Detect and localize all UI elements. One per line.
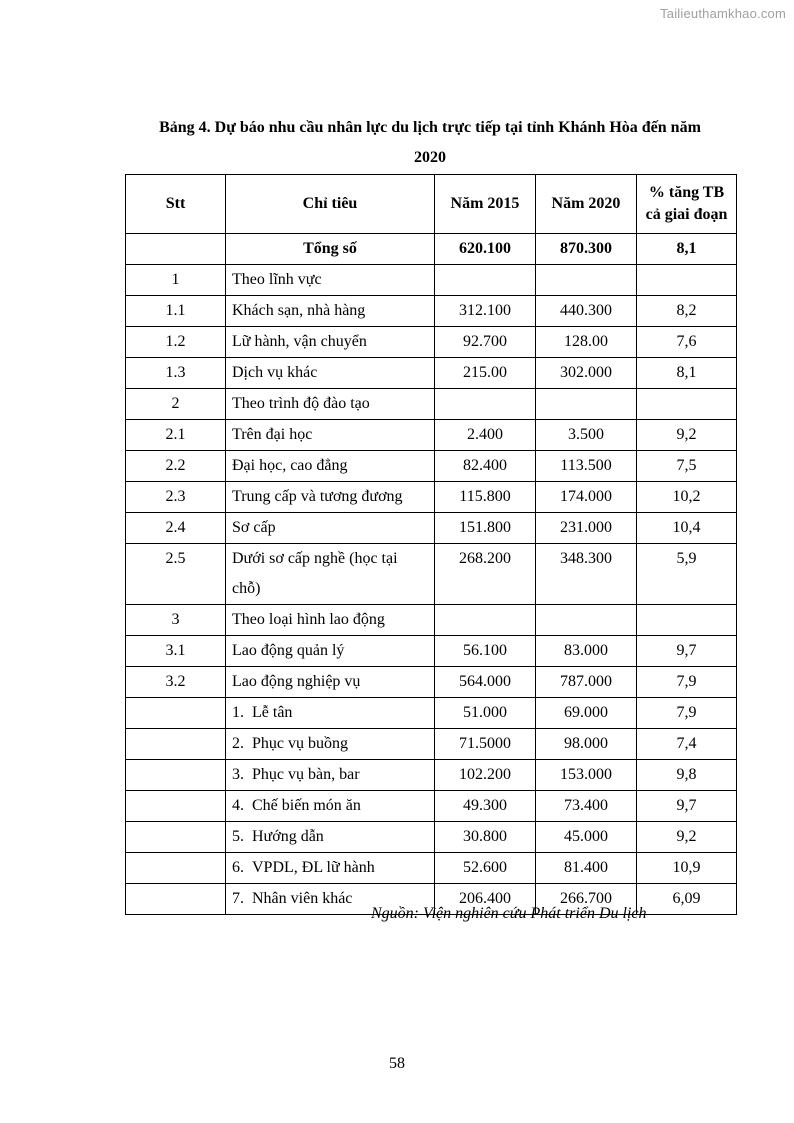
table-caption-line-2: 2020	[414, 149, 446, 166]
cell-pct: 7,9	[637, 698, 737, 729]
cell-2015: 564.000	[435, 667, 536, 698]
cell-pct: 9,2	[637, 822, 737, 853]
table-row-sub-item	[126, 760, 737, 791]
source-note: Nguồn: Viện nghiên cứu Phát triển Du lịch	[371, 905, 647, 922]
cell-label: Khách sạn, nhà hàng	[226, 296, 435, 327]
list-number: 6.	[232, 859, 244, 876]
cell-stt	[126, 791, 226, 822]
cell-label	[226, 544, 435, 605]
cell-2020: 266.700	[536, 884, 637, 915]
cell-pct	[637, 389, 737, 420]
cell-stt: 1.2	[126, 327, 226, 358]
list-number: 7.	[232, 890, 244, 907]
cell-pct: 7,9	[637, 667, 737, 698]
cell-stt	[126, 234, 226, 265]
table-row	[126, 296, 737, 327]
cell-2015: 56.100	[435, 636, 536, 667]
cell-label: Theo loại hình lao động	[226, 605, 435, 636]
table-row	[126, 667, 737, 698]
cell-2020: 3.500	[536, 420, 637, 451]
cell-2020: 128.00	[536, 327, 637, 358]
cell-2020: 69.000	[536, 698, 637, 729]
cell-pct: 9,2	[637, 420, 737, 451]
cell-label: Tổng số	[226, 234, 435, 265]
table-row	[126, 451, 737, 482]
cell-2015: 52.600	[435, 853, 536, 884]
cell-pct: 10,9	[637, 853, 737, 884]
cell-2020: 153.000	[536, 760, 637, 791]
cell-pct	[637, 265, 737, 296]
list-number: 1.	[232, 704, 244, 721]
header-chi-tieu: Chỉ tiêu	[226, 175, 435, 234]
header-nam-2020: Năm 2020	[536, 175, 637, 234]
cell-2015: 620.100	[435, 234, 536, 265]
table-row-sub-item	[126, 729, 737, 760]
cell-2020	[536, 265, 637, 296]
cell-2015: 312.100	[435, 296, 536, 327]
cell-2020: 787.000	[536, 667, 637, 698]
cell-stt: 2	[126, 389, 226, 420]
cell-2020: 81.400	[536, 853, 637, 884]
cell-stt	[126, 822, 226, 853]
cell-2020: 113.500	[536, 451, 637, 482]
cell-label-line-1: Dưới sơ cấp nghề (học tại	[232, 550, 398, 567]
workforce-forecast-table	[125, 174, 737, 915]
cell-2015: 71.5000	[435, 729, 536, 760]
cell-2020: 45.000	[536, 822, 637, 853]
header-nam-2015: Năm 2015	[435, 175, 536, 234]
cell-2015: 206.400	[435, 884, 536, 915]
list-number: 4.	[232, 797, 244, 814]
cell-2020	[536, 389, 637, 420]
header-stt: Stt	[126, 175, 226, 234]
header-pct-growth	[637, 175, 737, 234]
cell-label: Theo lĩnh vực	[226, 265, 435, 296]
cell-2020: 302.000	[536, 358, 637, 389]
cell-stt: 2.1	[126, 420, 226, 451]
cell-pct: 9,8	[637, 760, 737, 791]
list-number: 3.	[232, 766, 244, 783]
table-row-sub-item	[126, 698, 737, 729]
cell-label: Lao động quản lý	[226, 636, 435, 667]
cell-2015	[435, 389, 536, 420]
table-row	[126, 358, 737, 389]
cell-pct: 8,1	[637, 234, 737, 265]
cell-label	[226, 760, 435, 791]
list-label: Lễ tân	[252, 704, 293, 721]
table-row-sub-item	[126, 822, 737, 853]
cell-label: Trung cấp và tương đương	[226, 482, 435, 513]
cell-2015: 82.400	[435, 451, 536, 482]
cell-stt	[126, 760, 226, 791]
cell-2015	[435, 265, 536, 296]
cell-label: Đại học, cao đẳng	[226, 451, 435, 482]
cell-2015: 30.800	[435, 822, 536, 853]
cell-2015: 151.800	[435, 513, 536, 544]
table-caption	[125, 113, 735, 173]
cell-label: Theo trình độ đào tạo	[226, 389, 435, 420]
page-number: 58	[389, 1055, 405, 1072]
table-row	[126, 327, 737, 358]
cell-stt: 2.3	[126, 482, 226, 513]
cell-2015: 49.300	[435, 791, 536, 822]
cell-pct: 8,1	[637, 358, 737, 389]
cell-pct: 6,09	[637, 884, 737, 915]
table-row	[126, 420, 737, 451]
list-label: Phục vụ buồng	[252, 735, 348, 752]
cell-stt: 2.2	[126, 451, 226, 482]
cell-label: Sơ cấp	[226, 513, 435, 544]
cell-2020: 870.300	[536, 234, 637, 265]
cell-stt	[126, 884, 226, 915]
cell-2020: 83.000	[536, 636, 637, 667]
table-row	[126, 482, 737, 513]
cell-2020: 440.300	[536, 296, 637, 327]
table-row	[126, 265, 737, 296]
table-row	[126, 544, 737, 605]
cell-pct: 7,4	[637, 729, 737, 760]
header-pct-line-1: % tăng TB	[648, 184, 725, 201]
table-row	[126, 513, 737, 544]
list-label: Hướng dẫn	[252, 828, 324, 845]
cell-2015: 102.200	[435, 760, 536, 791]
cell-2015: 51.000	[435, 698, 536, 729]
cell-2015	[435, 605, 536, 636]
cell-2020: 174.000	[536, 482, 637, 513]
cell-pct: 10,2	[637, 482, 737, 513]
list-label: Chế biến món ăn	[252, 797, 361, 814]
table-header-row	[126, 175, 737, 234]
cell-2015: 115.800	[435, 482, 536, 513]
cell-pct: 10,4	[637, 513, 737, 544]
table-row-sub-item	[126, 791, 737, 822]
cell-2020: 231.000	[536, 513, 637, 544]
table-row	[126, 636, 737, 667]
cell-2015: 92.700	[435, 327, 536, 358]
cell-2015: 215.00	[435, 358, 536, 389]
cell-label: Trên đại học	[226, 420, 435, 451]
cell-stt: 1.1	[126, 296, 226, 327]
cell-label	[226, 698, 435, 729]
cell-pct: 9,7	[637, 791, 737, 822]
cell-label: Dịch vụ khác	[226, 358, 435, 389]
cell-label	[226, 791, 435, 822]
cell-pct: 7,6	[637, 327, 737, 358]
cell-2020: 348.300	[536, 544, 637, 605]
table-row-sub-item	[126, 853, 737, 884]
watermark-text: Tailieuthamkhao.com	[660, 6, 786, 21]
list-number: 2.	[232, 735, 244, 752]
cell-stt: 1	[126, 265, 226, 296]
cell-stt: 1.3	[126, 358, 226, 389]
cell-stt: 3.2	[126, 667, 226, 698]
cell-label	[226, 853, 435, 884]
cell-label	[226, 822, 435, 853]
cell-2020	[536, 605, 637, 636]
cell-2015: 2.400	[435, 420, 536, 451]
cell-stt	[126, 729, 226, 760]
cell-label: Lữ hành, vận chuyển	[226, 327, 435, 358]
cell-2015: 268.200	[435, 544, 536, 605]
cell-stt: 2.5	[126, 544, 226, 605]
table-row	[126, 389, 737, 420]
cell-pct: 7,5	[637, 451, 737, 482]
cell-pct: 8,2	[637, 296, 737, 327]
cell-stt: 3	[126, 605, 226, 636]
table-caption-line-1: Bảng 4. Dự báo nhu cầu nhân lực du lịch trực tiếp tại tỉnh Khánh Hòa đến năm	[159, 119, 701, 136]
cell-pct: 9,7	[637, 636, 737, 667]
cell-2020: 98.000	[536, 729, 637, 760]
list-number: 5.	[232, 828, 244, 845]
cell-stt: 3.1	[126, 636, 226, 667]
header-pct-line-2: cả giai đoạn	[645, 206, 728, 223]
list-label: Phục vụ bàn, bar	[252, 766, 360, 783]
cell-stt	[126, 853, 226, 884]
list-label: Nhân viên khác	[252, 890, 353, 907]
cell-2020: 73.400	[536, 791, 637, 822]
cell-label-line-2: chỗ)	[232, 580, 261, 597]
cell-stt	[126, 698, 226, 729]
table-row	[126, 605, 737, 636]
table-row-total	[126, 234, 737, 265]
cell-stt: 2.4	[126, 513, 226, 544]
cell-label: Lao động nghiệp vụ	[226, 667, 435, 698]
list-label: VPDL, ĐL lữ hành	[252, 859, 375, 876]
cell-label	[226, 729, 435, 760]
cell-pct: 5,9	[637, 544, 737, 605]
cell-pct	[637, 605, 737, 636]
